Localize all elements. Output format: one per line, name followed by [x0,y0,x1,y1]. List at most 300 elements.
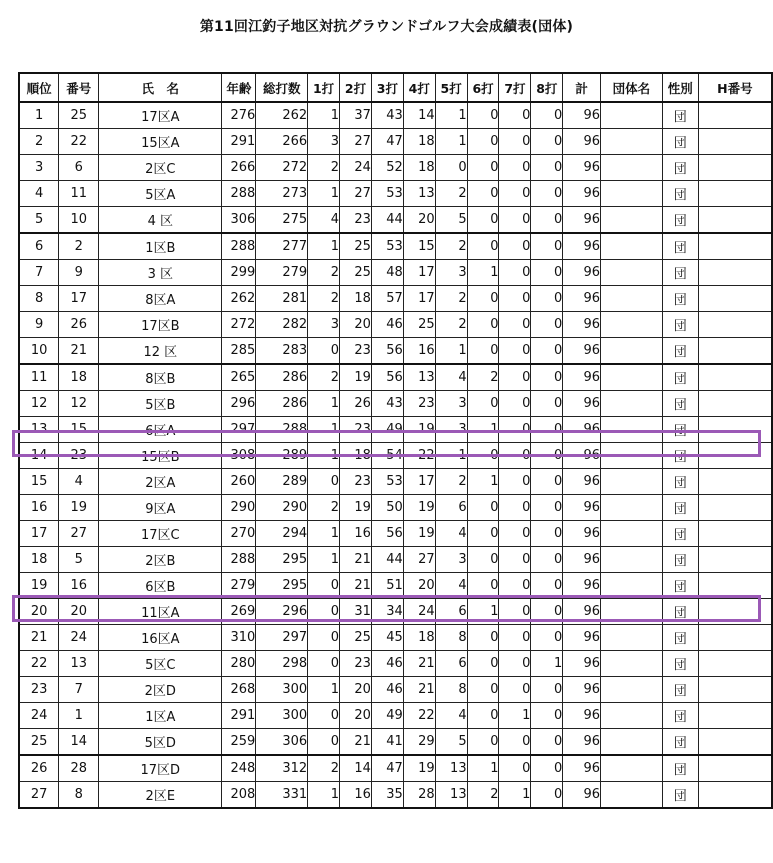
table-row [19,181,772,207]
team-name-cell: 1区B [99,233,222,260]
stroke-6-cell: 1 [467,260,499,286]
stroke-7-cell: 0 [499,755,531,782]
stroke-7-cell: 0 [499,599,531,625]
sum-cell: 96 [563,573,601,599]
gender-cell: 団 [662,573,698,599]
team-name-cell: 5区A [99,181,222,207]
rank-cell: 16 [19,495,59,521]
age-cell: 296 [222,391,256,417]
stroke-3-cell: 48 [371,260,403,286]
stroke-8-cell: 0 [531,312,563,338]
stroke-8-cell: 0 [531,703,563,729]
gender-cell: 団 [662,625,698,651]
total-strokes-cell: 295 [256,547,308,573]
sum-cell: 96 [563,312,601,338]
stroke-1-cell: 0 [308,651,340,677]
team-name-cell: 16区A [99,625,222,651]
sum-cell: 96 [563,391,601,417]
rank-cell: 26 [19,755,59,782]
stroke-8-cell: 0 [531,391,563,417]
table-row [19,207,772,234]
total-strokes-cell: 262 [256,102,308,129]
stroke-1-cell: 2 [308,755,340,782]
stroke-5-cell: 0 [435,155,467,181]
rank-cell: 23 [19,677,59,703]
stroke-7-cell: 0 [499,338,531,365]
col-stroke5-header: 5打 [435,73,467,102]
sum-cell: 96 [563,260,601,286]
results-body [19,102,772,808]
number-cell: 20 [59,599,99,625]
stroke-6-cell: 0 [467,233,499,260]
h-number-cell [698,286,772,312]
table-row [19,338,772,365]
team-group-cell [601,312,663,338]
stroke-8-cell: 0 [531,625,563,651]
team-group-cell [601,599,663,625]
stroke-7-cell: 0 [499,651,531,677]
stroke-6-cell: 2 [467,782,499,809]
team-group-cell [601,260,663,286]
sum-cell: 96 [563,495,601,521]
table-row [19,364,772,391]
stroke-6-cell: 1 [467,755,499,782]
col-age-header: 年齢 [222,73,256,102]
stroke-3-cell: 53 [371,469,403,495]
col-stroke1-header: 1打 [308,73,340,102]
team-name-cell: 5区D [99,729,222,756]
stroke-6-cell: 0 [467,312,499,338]
sum-cell: 96 [563,417,601,443]
stroke-2-cell: 27 [340,181,372,207]
number-cell: 8 [59,782,99,809]
team-name-cell: 2区C [99,155,222,181]
h-number-cell [698,443,772,469]
table-row [19,495,772,521]
stroke-4-cell: 17 [403,469,435,495]
total-strokes-cell: 283 [256,338,308,365]
h-number-cell [698,417,772,443]
stroke-6-cell: 0 [467,729,499,756]
table-row [19,155,772,181]
stroke-6-cell: 0 [467,651,499,677]
total-strokes-cell: 266 [256,129,308,155]
stroke-6-cell: 1 [467,599,499,625]
stroke-6-cell: 0 [467,703,499,729]
stroke-2-cell: 37 [340,102,372,129]
col-stroke6-header: 6打 [467,73,499,102]
stroke-8-cell: 0 [531,233,563,260]
gender-cell: 団 [662,338,698,365]
h-number-cell [698,155,772,181]
stroke-7-cell: 0 [499,129,531,155]
stroke-4-cell: 17 [403,286,435,312]
rank-cell: 18 [19,547,59,573]
number-cell: 5 [59,547,99,573]
team-name-cell: 2区D [99,677,222,703]
h-number-cell [698,547,772,573]
stroke-2-cell: 20 [340,703,372,729]
stroke-8-cell: 0 [531,599,563,625]
total-strokes-cell: 306 [256,729,308,756]
stroke-8-cell: 0 [531,443,563,469]
age-cell: 260 [222,469,256,495]
col-stroke2-header: 2打 [340,73,372,102]
team-group-cell [601,782,663,809]
stroke-4-cell: 27 [403,547,435,573]
age-cell: 290 [222,495,256,521]
stroke-3-cell: 44 [371,547,403,573]
table-row [19,677,772,703]
stroke-3-cell: 47 [371,755,403,782]
stroke-3-cell: 35 [371,782,403,809]
table-row [19,469,772,495]
gender-cell: 団 [662,443,698,469]
stroke-4-cell: 18 [403,129,435,155]
stroke-8-cell: 0 [531,547,563,573]
total-strokes-cell: 295 [256,573,308,599]
stroke-2-cell: 23 [340,417,372,443]
stroke-3-cell: 53 [371,181,403,207]
age-cell: 288 [222,233,256,260]
number-cell: 14 [59,729,99,756]
stroke-4-cell: 20 [403,207,435,234]
total-strokes-cell: 286 [256,391,308,417]
col-sum-header: 計 [563,73,601,102]
number-cell: 2 [59,233,99,260]
age-cell: 280 [222,651,256,677]
table-row [19,651,772,677]
sum-cell: 96 [563,364,601,391]
stroke-1-cell: 0 [308,599,340,625]
sum-cell: 96 [563,155,601,181]
stroke-4-cell: 21 [403,677,435,703]
stroke-2-cell: 25 [340,260,372,286]
team-name-cell: 5区B [99,391,222,417]
rank-cell: 20 [19,599,59,625]
team-name-cell: 12 区 [99,338,222,365]
stroke-5-cell: 5 [435,207,467,234]
stroke-3-cell: 46 [371,677,403,703]
col-name-header: 氏 名 [99,73,222,102]
table-row [19,391,772,417]
total-strokes-cell: 294 [256,521,308,547]
table-row [19,260,772,286]
age-cell: 310 [222,625,256,651]
gender-cell: 団 [662,677,698,703]
stroke-7-cell: 0 [499,260,531,286]
stroke-5-cell: 4 [435,573,467,599]
gender-cell: 団 [662,364,698,391]
gender-cell: 団 [662,703,698,729]
rank-cell: 3 [19,155,59,181]
stroke-1-cell: 1 [308,547,340,573]
stroke-5-cell: 3 [435,391,467,417]
age-cell: 208 [222,782,256,809]
team-group-cell [601,233,663,260]
stroke-7-cell: 0 [499,495,531,521]
stroke-2-cell: 31 [340,599,372,625]
stroke-5-cell: 3 [435,260,467,286]
stroke-1-cell: 2 [308,495,340,521]
stroke-1-cell: 1 [308,181,340,207]
gender-cell: 団 [662,417,698,443]
stroke-4-cell: 22 [403,443,435,469]
age-cell: 306 [222,207,256,234]
age-cell: 299 [222,260,256,286]
team-name-cell: 17区B [99,312,222,338]
col-stroke8-header: 8打 [531,73,563,102]
rank-cell: 6 [19,233,59,260]
rank-cell: 9 [19,312,59,338]
gender-cell: 団 [662,155,698,181]
stroke-5-cell: 8 [435,677,467,703]
number-cell: 4 [59,469,99,495]
stroke-4-cell: 18 [403,625,435,651]
stroke-8-cell: 0 [531,417,563,443]
h-number-cell [698,364,772,391]
col-gender-header: 性別 [662,73,698,102]
stroke-2-cell: 18 [340,443,372,469]
stroke-6-cell: 0 [467,573,499,599]
team-group-cell [601,651,663,677]
stroke-5-cell: 13 [435,755,467,782]
team-group-cell [601,129,663,155]
stroke-4-cell: 19 [403,521,435,547]
stroke-6-cell: 0 [467,155,499,181]
table-row [19,573,772,599]
col-total-header: 総打数 [256,73,308,102]
stroke-2-cell: 24 [340,155,372,181]
stroke-3-cell: 54 [371,443,403,469]
stroke-8-cell: 0 [531,102,563,129]
number-cell: 23 [59,443,99,469]
age-cell: 279 [222,573,256,599]
sum-cell: 96 [563,286,601,312]
total-strokes-cell: 297 [256,625,308,651]
sum-cell: 96 [563,207,601,234]
h-number-cell [698,181,772,207]
table-row [19,729,772,756]
total-strokes-cell: 273 [256,181,308,207]
h-number-cell [698,129,772,155]
rank-cell: 5 [19,207,59,234]
number-cell: 10 [59,207,99,234]
col-stroke4-header: 4打 [403,73,435,102]
table-row [19,443,772,469]
stroke-8-cell: 0 [531,469,563,495]
table-row [19,521,772,547]
stroke-7-cell: 0 [499,207,531,234]
stroke-5-cell: 6 [435,599,467,625]
table-row [19,417,772,443]
stroke-5-cell: 5 [435,729,467,756]
total-strokes-cell: 281 [256,286,308,312]
stroke-4-cell: 15 [403,233,435,260]
stroke-7-cell: 0 [499,625,531,651]
stroke-8-cell: 1 [531,651,563,677]
rank-cell: 17 [19,521,59,547]
stroke-4-cell: 13 [403,181,435,207]
team-group-cell [601,417,663,443]
stroke-6-cell: 0 [467,129,499,155]
gender-cell: 団 [662,391,698,417]
stroke-1-cell: 1 [308,677,340,703]
stroke-7-cell: 0 [499,573,531,599]
gender-cell: 団 [662,129,698,155]
stroke-1-cell: 1 [308,417,340,443]
sum-cell: 96 [563,181,601,207]
stroke-4-cell: 24 [403,599,435,625]
stroke-1-cell: 1 [308,521,340,547]
stroke-5-cell: 4 [435,521,467,547]
gender-cell: 団 [662,260,698,286]
sum-cell: 96 [563,782,601,809]
stroke-6-cell: 0 [467,391,499,417]
stroke-7-cell: 0 [499,181,531,207]
gender-cell: 団 [662,312,698,338]
stroke-4-cell: 13 [403,364,435,391]
h-number-cell [698,102,772,129]
stroke-4-cell: 21 [403,651,435,677]
stroke-1-cell: 2 [308,260,340,286]
stroke-8-cell: 0 [531,677,563,703]
stroke-2-cell: 23 [340,338,372,365]
stroke-3-cell: 49 [371,703,403,729]
stroke-4-cell: 16 [403,338,435,365]
gender-cell: 団 [662,782,698,809]
stroke-6-cell: 0 [467,495,499,521]
stroke-7-cell: 0 [499,155,531,181]
total-strokes-cell: 288 [256,417,308,443]
stroke-6-cell: 0 [467,286,499,312]
team-group-cell [601,338,663,365]
stroke-1-cell: 0 [308,469,340,495]
stroke-1-cell: 2 [308,155,340,181]
age-cell: 262 [222,286,256,312]
stroke-1-cell: 4 [308,207,340,234]
stroke-2-cell: 23 [340,207,372,234]
team-group-cell [601,729,663,756]
stroke-2-cell: 21 [340,729,372,756]
total-strokes-cell: 282 [256,312,308,338]
number-cell: 25 [59,102,99,129]
number-cell: 13 [59,651,99,677]
number-cell: 16 [59,573,99,599]
stroke-7-cell: 0 [499,677,531,703]
stroke-3-cell: 46 [371,651,403,677]
team-name-cell: 15区B [99,443,222,469]
h-number-cell [698,573,772,599]
stroke-1-cell: 0 [308,703,340,729]
stroke-3-cell: 49 [371,417,403,443]
number-cell: 15 [59,417,99,443]
gender-cell: 団 [662,521,698,547]
stroke-8-cell: 0 [531,129,563,155]
total-strokes-cell: 298 [256,651,308,677]
stroke-5-cell: 1 [435,338,467,365]
gender-cell: 団 [662,599,698,625]
stroke-3-cell: 53 [371,233,403,260]
team-group-cell [601,495,663,521]
age-cell: 285 [222,338,256,365]
number-cell: 9 [59,260,99,286]
team-name-cell: 15区A [99,129,222,155]
team-group-cell [601,155,663,181]
stroke-8-cell: 0 [531,729,563,756]
stroke-6-cell: 1 [467,417,499,443]
table-row [19,782,772,809]
stroke-3-cell: 44 [371,207,403,234]
h-number-cell [698,729,772,756]
table-row [19,755,772,782]
team-name-cell: 11区A [99,599,222,625]
stroke-7-cell: 1 [499,782,531,809]
h-number-cell [698,599,772,625]
stroke-8-cell: 0 [531,755,563,782]
stroke-2-cell: 19 [340,364,372,391]
stroke-3-cell: 56 [371,364,403,391]
col-h-number-header: H番号 [698,73,772,102]
age-cell: 276 [222,102,256,129]
stroke-4-cell: 19 [403,755,435,782]
stroke-6-cell: 2 [467,364,499,391]
col-number-header: 番号 [59,73,99,102]
total-strokes-cell: 300 [256,677,308,703]
stroke-2-cell: 25 [340,233,372,260]
number-cell: 11 [59,181,99,207]
stroke-8-cell: 0 [531,286,563,312]
number-cell: 26 [59,312,99,338]
gender-cell: 団 [662,181,698,207]
age-cell: 288 [222,181,256,207]
page-title: 第11回江釣子地区対抗グラウンドゴルフ大会成績表(団体) [199,19,574,35]
stroke-1-cell: 1 [308,443,340,469]
h-number-cell [698,651,772,677]
sum-cell: 96 [563,443,601,469]
stroke-3-cell: 41 [371,729,403,756]
stroke-2-cell: 20 [340,677,372,703]
stroke-4-cell: 14 [403,102,435,129]
stroke-4-cell: 22 [403,703,435,729]
number-cell: 19 [59,495,99,521]
stroke-1-cell: 1 [308,233,340,260]
stroke-1-cell: 0 [308,625,340,651]
stroke-5-cell: 6 [435,651,467,677]
rank-cell: 10 [19,338,59,365]
stroke-8-cell: 0 [531,260,563,286]
stroke-7-cell: 0 [499,233,531,260]
table-row [19,286,772,312]
total-strokes-cell: 286 [256,364,308,391]
col-rank-header: 順位 [19,73,59,102]
stroke-2-cell: 14 [340,755,372,782]
stroke-4-cell: 19 [403,495,435,521]
age-cell: 266 [222,155,256,181]
stroke-5-cell: 3 [435,417,467,443]
stroke-7-cell: 0 [499,729,531,756]
total-strokes-cell: 277 [256,233,308,260]
age-cell: 308 [222,443,256,469]
stroke-7-cell: 0 [499,364,531,391]
stroke-2-cell: 23 [340,469,372,495]
stroke-5-cell: 1 [435,443,467,469]
h-number-cell [698,312,772,338]
team-name-cell: 6区A [99,417,222,443]
sum-cell: 96 [563,729,601,756]
rank-cell: 11 [19,364,59,391]
total-strokes-cell: 289 [256,469,308,495]
